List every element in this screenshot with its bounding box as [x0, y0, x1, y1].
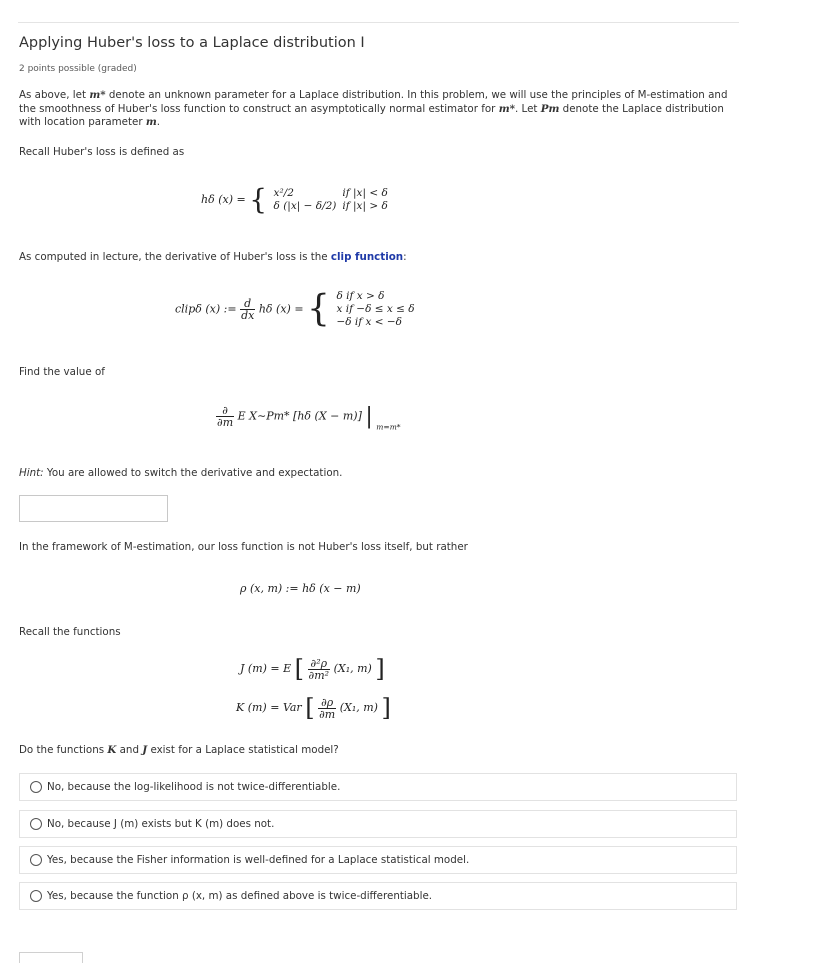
top-divider	[18, 22, 739, 23]
find-value-text: Find the value of	[19, 366, 105, 378]
radio-button[interactable]	[30, 854, 42, 866]
derivative-text: As computed in lecture, the derivative of Huber's loss is the clip function:	[19, 251, 407, 263]
rho-definition: ρ (x, m) := hδ (x − m)	[240, 582, 361, 595]
question2-prompt: Do the functions K and J exist for a Laplace statistical model?	[19, 744, 339, 756]
mestimation-text: In the framework of M-estimation, our loss function is not Huber's loss itself, but rather	[19, 541, 468, 553]
K-definition: K (m) = Var [ $\frac{\partial\rho}{\partial m}$ (X₁, m) ]	[236, 694, 391, 722]
huber-definition: hδ (x) = { x²/2 if |x| < δ δ (|x| − δ/2) if |x| > δ	[201, 183, 388, 216]
choice-option-4[interactable]: Yes, because the function ρ (x, m) as defined above is twice-differentiable.	[19, 882, 737, 910]
points-possible: 2 points possible (graded)	[19, 64, 137, 74]
clip-definition: clipδ (x) := $\frac{d}{dx}$ hδ (x) = { δ if x > δ x if −δ ≤ x ≤ δ −δ if x < −δ	[175, 288, 415, 330]
problem-title: Applying Huber's loss to a Laplace distribution I	[19, 35, 365, 51]
radio-button[interactable]	[30, 818, 42, 830]
clip-function-link[interactable]: clip function	[330, 251, 404, 263]
choice-option-3[interactable]: Yes, because the Fisher information is well-defined for a Laplace statistical model.	[19, 846, 737, 874]
radio-button[interactable]	[30, 890, 42, 902]
intro-paragraph: As above, let m* denote an unknown parameter for a Laplace distribution. In this problem, we will use the principles of M-estimation and the smoothness of Huber's loss function to construct an asymptotically normal estimator for m*. Let Pm denote the Laplace distribution with location parameter m.	[19, 89, 728, 128]
choice-option-2[interactable]: No, because J (m) exists but K (m) does not.	[19, 810, 737, 838]
hint: Hint: You are allowed to switch the derivative and expectation.	[19, 467, 343, 479]
expectation-derivative-expr: $\frac{\partial}{\partial m}$ E X∼Pm* [hδ (X − m)] | $_{m=m*}$	[217, 404, 401, 432]
recall-huber-text: Recall Huber's loss is defined as	[19, 146, 185, 158]
J-definition: J (m) = E [ $\frac{\text{∂²ρ}}{\text{∂m²}}$ (X₁, m) ]	[240, 655, 385, 683]
choice-option-1[interactable]: No, because the log-likelihood is not twice-differentiable.	[19, 773, 737, 801]
answer-input[interactable]	[19, 495, 168, 522]
recall-functions-text: Recall the functions	[19, 626, 121, 638]
radio-button[interactable]	[30, 781, 42, 793]
